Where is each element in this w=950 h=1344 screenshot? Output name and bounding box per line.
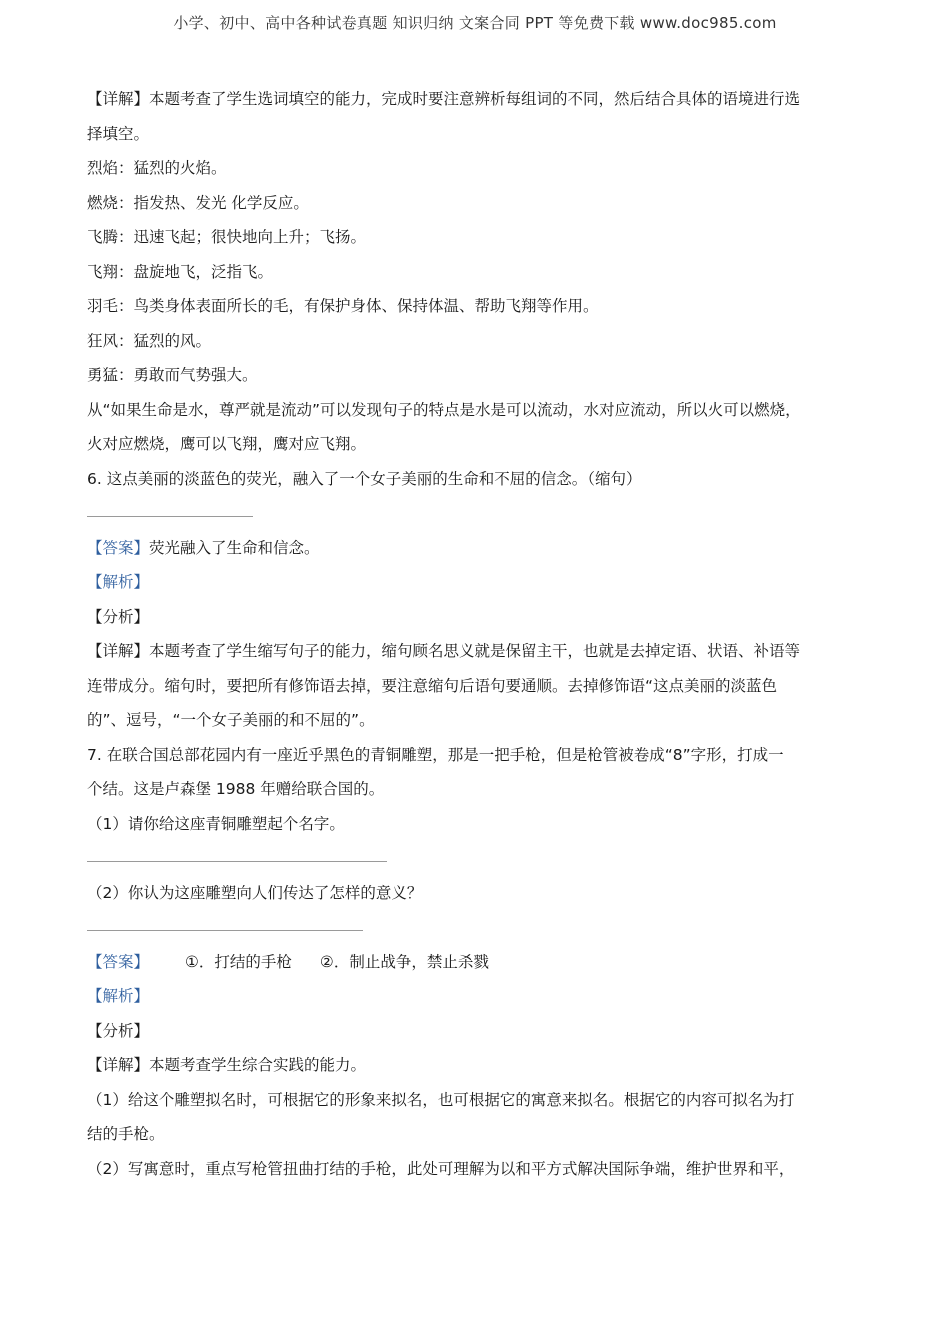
definition-ranshao: 燃烧：指发热、发光 化学反应。: [87, 193, 309, 212]
q7-answer-1: ①．打结的手枪: [185, 952, 292, 971]
q7-fenxi-label: 【分析】: [87, 1021, 150, 1040]
q7-question: 7. 在联合国总部花园内有一座近乎黑色的青铜雕塑，那是一把手枪，但是枪管被卷成“8”字形，打成一: [87, 745, 784, 764]
definition-feiteng: 飞腾：迅速飞起；很快地向上升；飞扬。: [87, 228, 367, 246]
page-header: 小学、初中、高中各种试卷真题 知识归纳 文案合同 PPT 等免费下载 www.doc985.com: [173, 14, 777, 32]
q6-detail-cont: 的”、逗号，“一个女子美丽的和不屈的”。: [87, 711, 375, 729]
definition-lieyan: 烈焰：猛烈的火焰。: [87, 159, 227, 177]
q6-answer: 【答案】荧光融入了生命和信念。: [87, 538, 320, 557]
definition-yongmeng: 勇猛：勇敢而气势强大。: [87, 366, 258, 384]
q7-question-cont: 个结。这是卢森堡 1988 年赠给联合国的。: [87, 780, 385, 798]
definition-feixiang: 飞翔：盘旋地飞，泛指飞。: [87, 262, 274, 281]
q7-detail: 【详解】本题考查学生综合实践的能力。: [87, 1056, 367, 1074]
document-body: [87, 82, 865, 1186]
q7-sub1-blank: [87, 841, 865, 876]
q7-explanation-1-cont: 结的手枪。: [87, 1125, 165, 1143]
q5-conclusion: 从“如果生命是水，尊严就是流动”可以发现句子的特点是水是可以流动，水对应流动，所以火可以燃烧，: [87, 400, 801, 419]
q7-analysis-label: 【解析】: [87, 987, 150, 1005]
q7-answer: [87, 945, 865, 980]
detail-label: 【详解】: [87, 642, 150, 660]
q7-sub2: （2）你认为这座雕塑向人们传达了怎样的意义？: [87, 883, 423, 902]
definition-kuangfeng: 狂风：猛烈的风。: [87, 331, 212, 350]
q7-sub1: （1）请你给这座青铜雕塑起个名字。: [87, 814, 345, 833]
q5-conclusion-cont: 火对应燃烧，鹰可以飞翔，鹰对应飞翔。: [87, 435, 367, 453]
q6-detail-cont: 连带成分。缩句时，要把所有修饰语去掉，要注意缩句后语句要通顺。去掉修饰语“这点美丽的淡蓝色: [87, 676, 778, 695]
answer-label: 【答案】: [87, 952, 150, 971]
q6-fenxi-label: 【分析】: [87, 607, 150, 626]
answer-label: 【答案】: [87, 538, 150, 557]
q7-answer-2: ②．制止战争，禁止杀戮: [319, 952, 489, 971]
definition-yumao: 羽毛：鸟类身体表面所长的毛，有保护身体、保持体温、帮助飞翔等作用。: [87, 297, 599, 315]
q5-detail-cont: 择填空。: [87, 124, 150, 143]
detail-label: 【详解】: [87, 1056, 150, 1074]
q7-sub2-blank: [87, 910, 865, 945]
q7-explanation-2: （2）写寓意时，重点写枪管扭曲打结的手枪，此处可理解为以和平方式解决国际争端，维护世界和平，: [87, 1159, 795, 1178]
q7-explanation-1: （1）给这个雕塑拟名时，可根据它的形象来拟名，也可根据它的寓意来拟名。根据它的内容可拟名为打: [87, 1090, 795, 1109]
q6-answer-blank: [87, 496, 865, 531]
q6-analysis-label: 【解析】: [87, 573, 150, 591]
detail-label: 【详解】: [87, 90, 150, 108]
q6-question: 6. 这点美丽的淡蓝色的荧光，融入了一个女子美丽的生命和不屈的信念。（缩句）: [87, 469, 642, 488]
q5-detail: 【详解】本题考查了学生选词填空的能力，完成时要注意辨析每组词的不同，然后结合具体的语境进行选: [87, 90, 801, 108]
q6-detail: 【详解】本题考查了学生缩写句子的能力，缩句顾名思义就是保留主干，也就是去掉定语、状语、补语等: [87, 642, 801, 660]
